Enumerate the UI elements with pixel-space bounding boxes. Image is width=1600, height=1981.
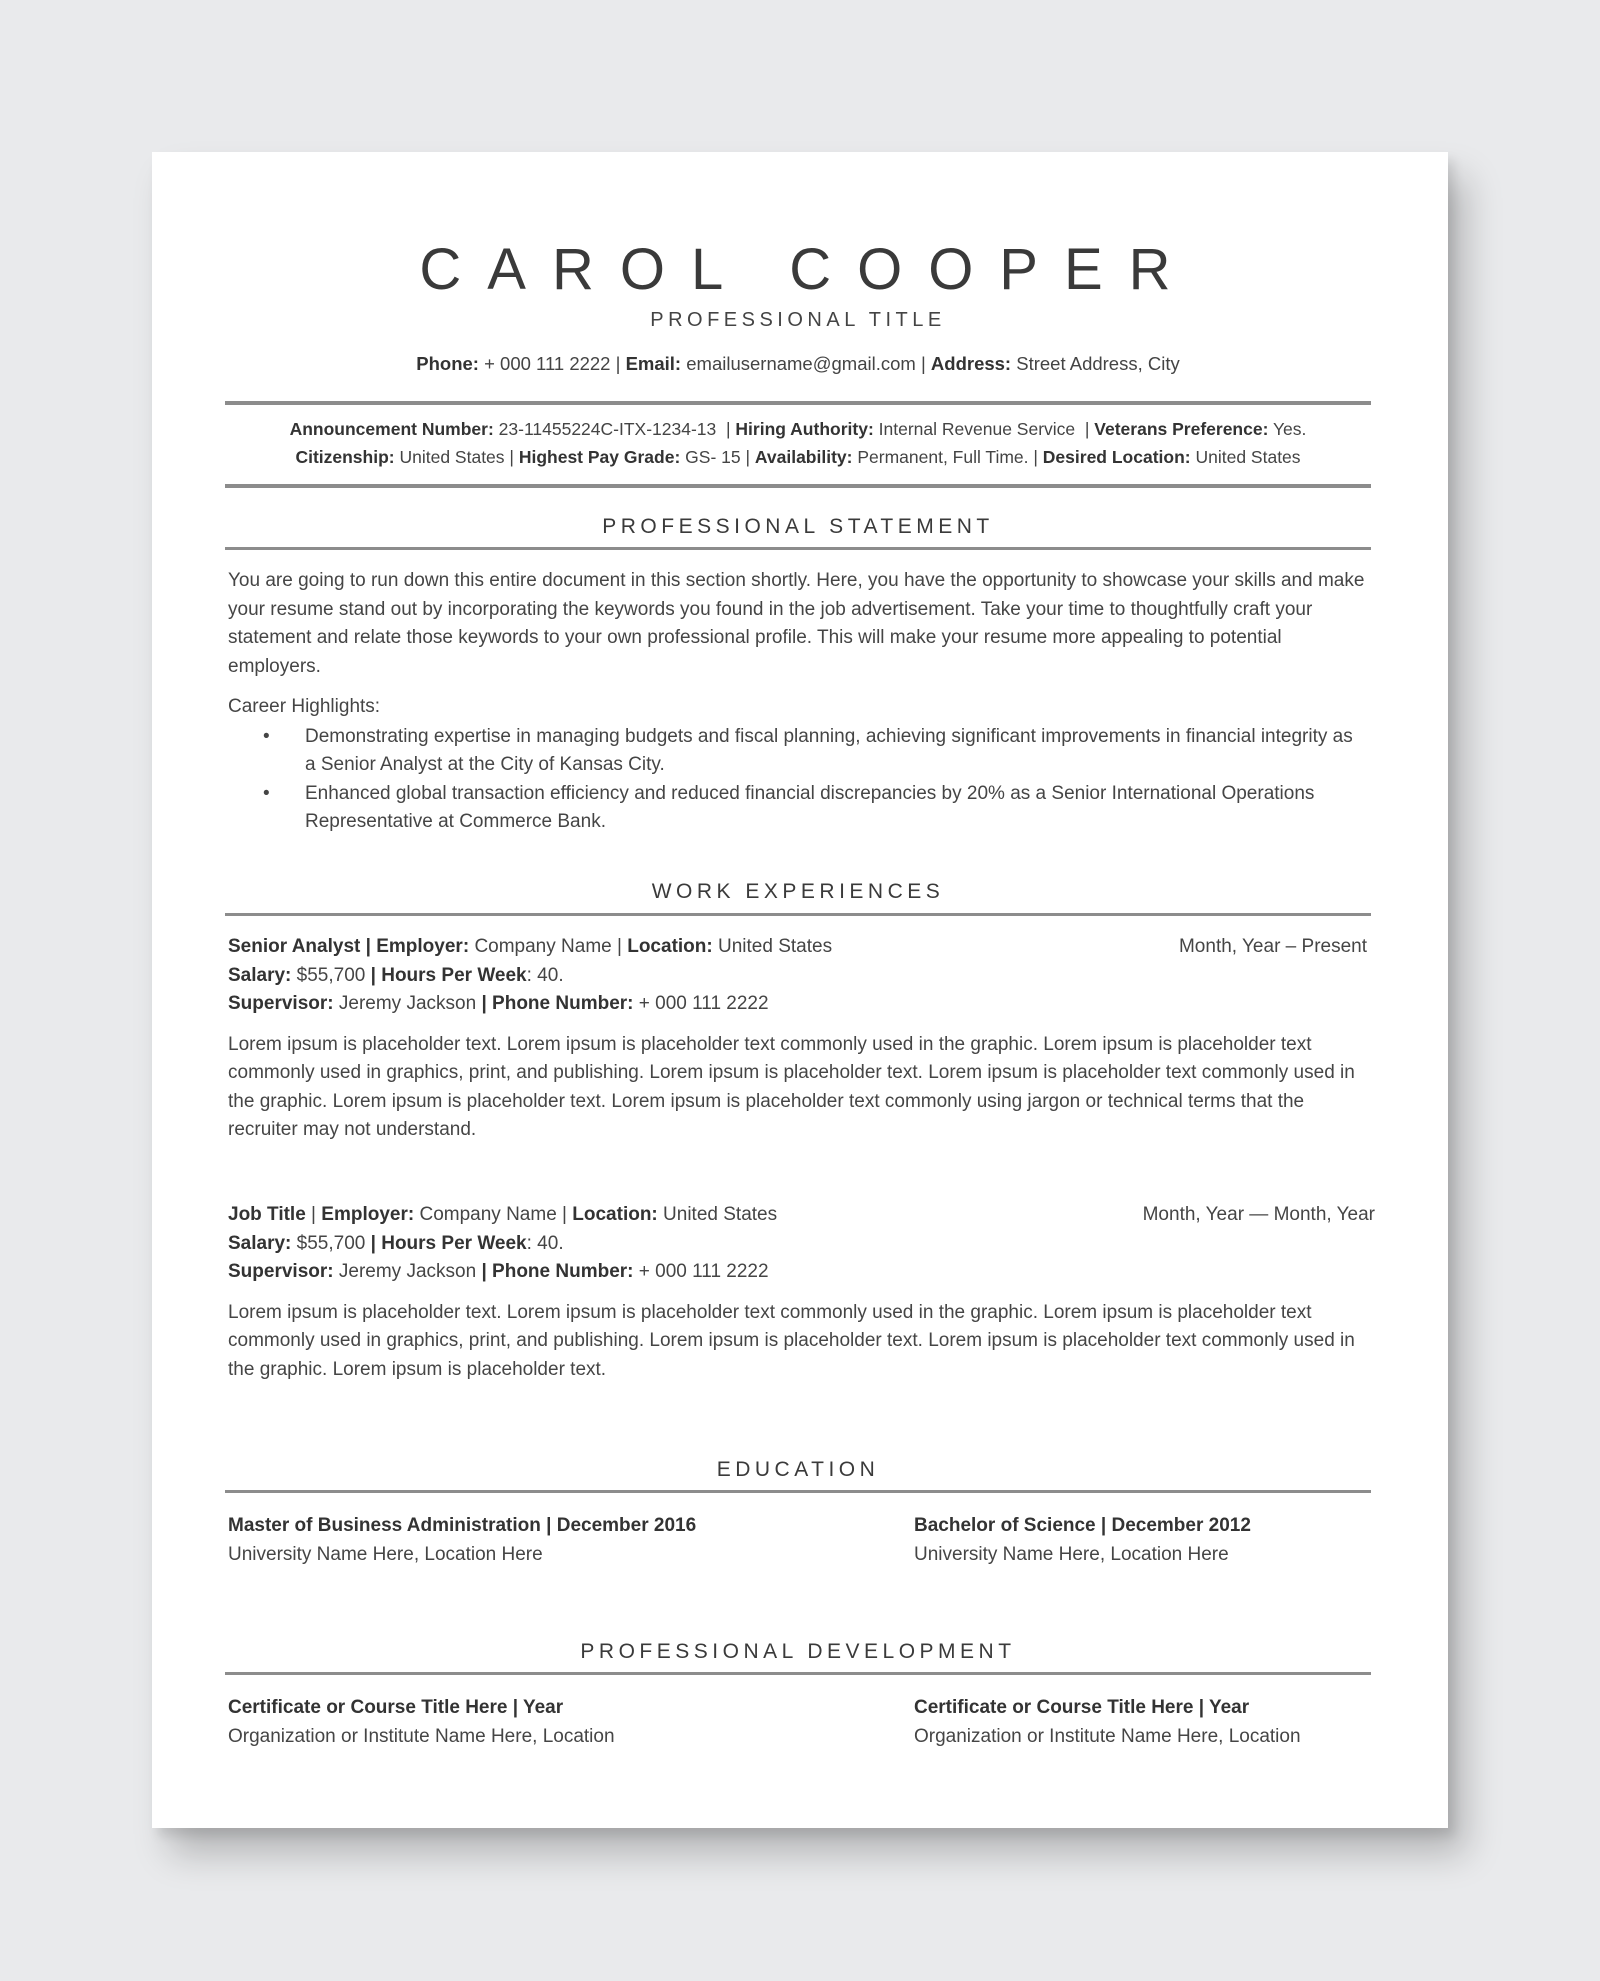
organization: Organization or Institute Name Here, Location [228,1726,615,1747]
job-title: Senior Analyst [228,936,361,957]
phone-number-value: + 000 111 2222 [638,993,769,1014]
hiring-value: Internal Revenue Service [878,419,1076,439]
phone-label: Phone: [416,353,479,374]
supervisor-label: Supervisor: [228,1261,334,1282]
employer-value: Company Name [474,936,612,957]
citizenship-label: Citizenship: [295,447,395,467]
school: University Name Here, Location Here [228,1544,543,1565]
section-rule [225,547,1371,550]
job-title: Job Title [228,1204,306,1225]
hours-label: Hours Per Week [381,1232,527,1254]
salary-label: Salary: [228,964,292,986]
list-item [228,723,1368,780]
veterans-value: Yes. [1272,419,1307,439]
development-item [914,1693,1474,1751]
desired-location-value: United States [1195,447,1301,467]
degree: Bachelor of Science | December 2012 [914,1515,1251,1536]
education-item [228,1511,788,1569]
announcement-label: Announcement Number: [289,419,494,439]
course-title: Certificate or Course Title Here | Year [914,1697,1250,1718]
section-rule [225,1490,1371,1493]
job-header: Senior Analyst | Employer: Company Name | Location: United States Month, Year – Present [228,933,1371,962]
professional-statement [228,567,1368,837]
section-heading-development: PROFESSIONAL DEVELOPMENT [580,1640,1016,1663]
paygrade-value: GS- 15 [685,447,741,467]
supervisor-label: Supervisor: [228,993,334,1014]
address-value: Street Address, City [1016,353,1180,374]
hours-value: : 40. [526,964,564,986]
federal-info-line-2: Citizenship: United States | Highest Pay Grade: GS- 15 | Availability: Permanent, Full Time. | Desired Location: United States [295,447,1301,467]
email-label: Email: [625,353,682,374]
paygrade-label: Highest Pay Grade: [518,447,681,467]
veterans-label: Veterans Preference: [1094,419,1269,439]
professional-title: PROFESSIONAL TITLE [650,309,946,331]
organization: Organization or Institute Name Here, Location [914,1726,1301,1747]
candidate-name: CAROL COOPER [419,237,1197,302]
development-item [228,1693,788,1751]
job-dates: Month, Year — Month, Year [1142,1204,1375,1225]
job-supervisor-line: Supervisor: Jeremy Jackson | Phone Number: + 000 111 2222 [228,1261,769,1282]
location-value: United States [718,936,833,957]
section-heading-education: EDUCATION [716,1458,880,1481]
contact-line: Phone: + 000 111 2222 | Email: emailusername@gmail.com | Address: Street Address, City [416,353,1180,374]
salary-value: $55,700 [296,964,366,986]
highlight-text: Enhanced global transaction efficiency and reduced financial discrepancies by 20% as a Senior International Operations Representative at Commerce Bank. [305,782,1315,832]
supervisor-value: Jeremy Jackson [338,1261,477,1282]
resume-page [152,152,1448,1828]
job-salary-line: Salary: $55,700 | Hours Per Week: 40. [228,964,564,986]
section-heading-statement: PROFESSIONAL STATEMENT [602,515,994,538]
employer-label: Employer: [321,1204,415,1225]
citizenship-value: United States [399,447,505,467]
job-supervisor-line: Supervisor: Jeremy Jackson | Phone Number: + 000 111 2222 [228,993,769,1014]
section-heading-work: WORK EXPERIENCES [651,880,945,903]
availability-value: Permanent, Full Time. [857,447,1029,467]
employer-value: Company Name [419,1204,557,1225]
school: University Name Here, Location Here [914,1544,1229,1565]
employer-label: Employer: [376,936,470,957]
bullet-icon: • [263,782,270,804]
section-rule [225,1672,1371,1675]
divider [225,484,1371,488]
availability-label: Availability: [754,447,853,467]
divider [225,401,1371,405]
desired-location-label: Desired Location: [1042,447,1191,467]
phone-value: + 000 111 2222 [484,353,611,374]
salary-value: $55,700 [296,1232,366,1254]
highlights-list [228,723,1368,837]
highlight-text: Demonstrating expertise in managing budgets and fiscal planning, achieving significant improvements in financial integrity as a Senior Analyst at the City of Kansas City. [305,725,1353,775]
phone-number-label: Phone Number: [492,993,634,1014]
location-value: United States [663,1204,778,1225]
location-label: Location: [572,1204,658,1225]
bullet-icon: • [263,725,270,747]
statement-body: You are going to run down this entire document in this section shortly. Here, you have the opportunity to showcase your skills and make your resume stand out by incorporating the keywords you found in the job advertisement. Take your time to thoughtfully craft your statement and relate those keywords to your own professional profile. This will make your resume more appealing to potential employers. [228,570,1365,677]
job-entry-1 [228,933,1371,1145]
announcement-value: 23-11455224C-ITX-1234-13 [498,419,717,439]
phone-number-value: + 000 111 2222 [638,1261,769,1282]
education-item [914,1511,1474,1569]
course-title: Certificate or Course Title Here | Year [228,1697,564,1718]
hours-label: Hours Per Week [381,964,527,986]
location-label: Location: [627,936,713,957]
supervisor-value: Jeremy Jackson [338,993,477,1014]
email-value: emailusername@gmail.com [686,353,916,374]
hiring-label: Hiring Authority: [735,419,874,439]
degree: Master of Business Administration | December 2016 [228,1515,697,1536]
job-description: Lorem ipsum is placeholder text. Lorem ipsum is placeholder text commonly used in the graphic. Lorem ipsum is placeholder text commonly used in graphics, print, and publishing. Lorem ipsum is placeholder text. Lorem ipsum is placeholder text commonly used in the graphic. Lorem ipsum is placeholder text. Lorem ipsum is placeholder text commonly using jargon or technical terms that the recruiter may not understand. [228,1033,1355,1140]
phone-number-label: Phone Number: [492,1261,634,1282]
address-label: Address: [930,353,1012,374]
list-item [228,780,1368,837]
job-header: Job Title | Employer: Company Name | Location: United States Month, Year — Month, Year [228,1201,1371,1230]
job-salary-line: Salary: $55,700 | Hours Per Week: 40. [228,1232,564,1254]
salary-label: Salary: [228,1232,292,1254]
federal-info-line-1: Announcement Number: 23-11455224C-ITX-1234-13 | Hiring Authority: Internal Revenue Service | Veterans Preference: Yes. [289,419,1307,439]
job-dates: Month, Year – Present [1178,936,1367,957]
job-entry-2 [228,1201,1375,1384]
hours-value: : 40. [526,1232,564,1254]
section-rule [225,913,1371,916]
job-description: Lorem ipsum is placeholder text. Lorem ipsum is placeholder text commonly used in the graphic. Lorem ipsum is placeholder text commonly used in graphics, print, and publishing. Lorem ipsum is placeholder text. Lorem ipsum is placeholder text commonly used in the graphic. Lorem ipsum is placeholder text. [228,1301,1355,1380]
highlights-label: Career Highlights: [228,696,381,717]
